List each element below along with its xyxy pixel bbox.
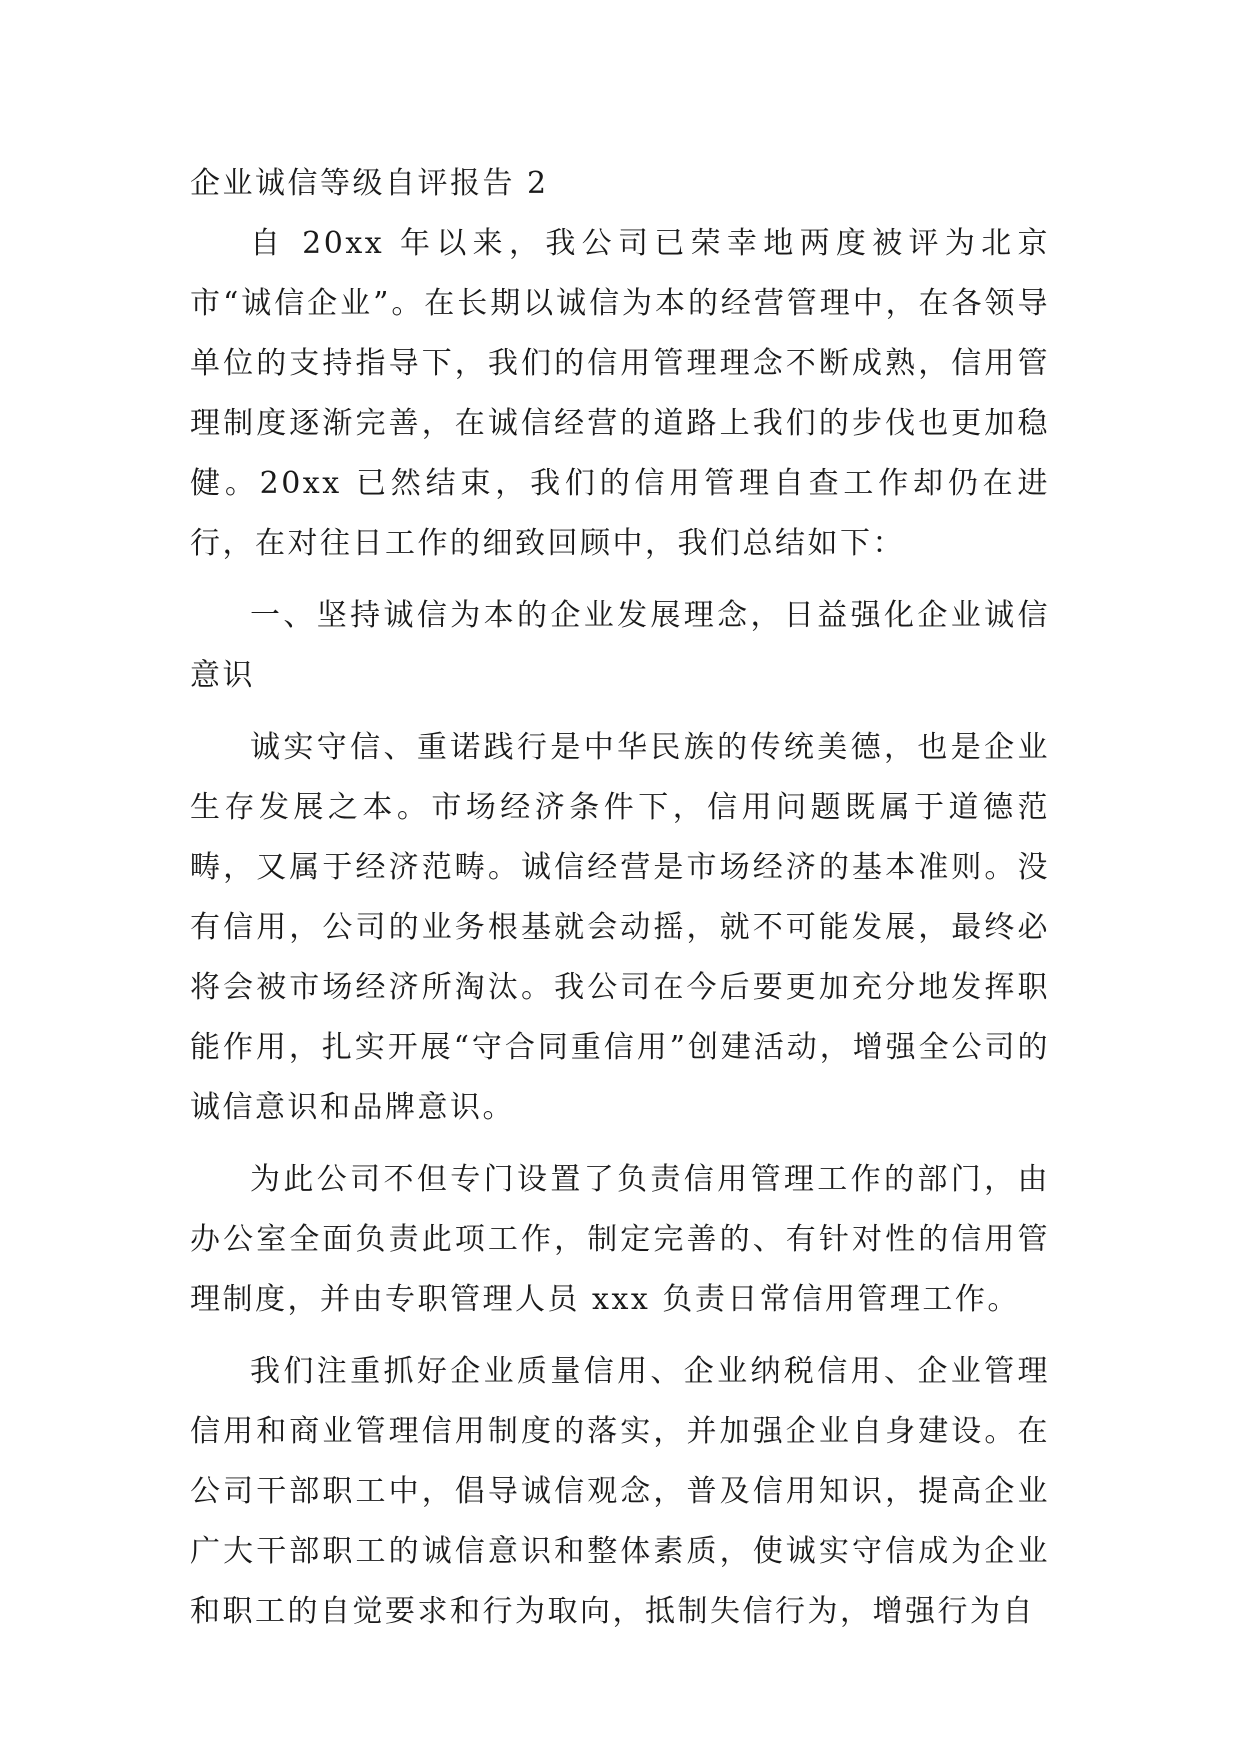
document-title: 企业诚信等级自评报告 2	[190, 166, 549, 201]
section-heading-1: 一、坚持诚信为本的企业发展理念，日益强化企业诚信意识	[190, 598, 1050, 693]
paragraph-integrity: 诚实守信、重诺践行是中华民族的传统美德，也是企业生存发展之本。市场经济条件下，信用问题既属于道德范畴，又属于经济范畴。诚信经营是市场经济的基本准则。没有信用，公司的业务根基就会动摇，就不可能发展，最终必将会被市场经济所淘汰。我公司在今后要更加充分地发挥职能作用，扎实开展“守合同重信用”创建活动，增强全公司的诚信意识和品牌意识。	[190, 730, 1050, 1125]
document-body	[190, 154, 1050, 1642]
paragraph-department: 为此公司不但专门设置了负责信用管理工作的部门，由办公室全面负责此项工作，制定完善的、有针对性的信用管理制度，并由专职管理人员 xxx 负责日常信用管理工作。	[190, 1162, 1050, 1317]
paragraph-credit-system: 我们注重抓好企业质量信用、企业纳税信用、企业管理信用和商业管理信用制度的落实，并加强企业自身建设。在公司干部职工中，倡导诚信观念，普及信用知识，提高企业广大干部职工的诚信意识和整体素质，使诚实守信成为企业和职工的自觉要求和行为取向，抵制失信行为，增强行为自	[190, 1354, 1050, 1629]
paragraph-intro: 自 20xx 年以来，我公司已荣幸地两度被评为北京市“诚信企业”。在长期以诚信为本的经营管理中，在各领导单位的支持指导下，我们的信用管理理念不断成熟，信用管理制度逐渐完善，在诚信经营的道路上我们的步伐也更加稳健。20xx 已然结束，我们的信用管理自查工作却仍在进行，在对往日工作的细致回顾中，我们总结如下：	[190, 226, 1050, 561]
